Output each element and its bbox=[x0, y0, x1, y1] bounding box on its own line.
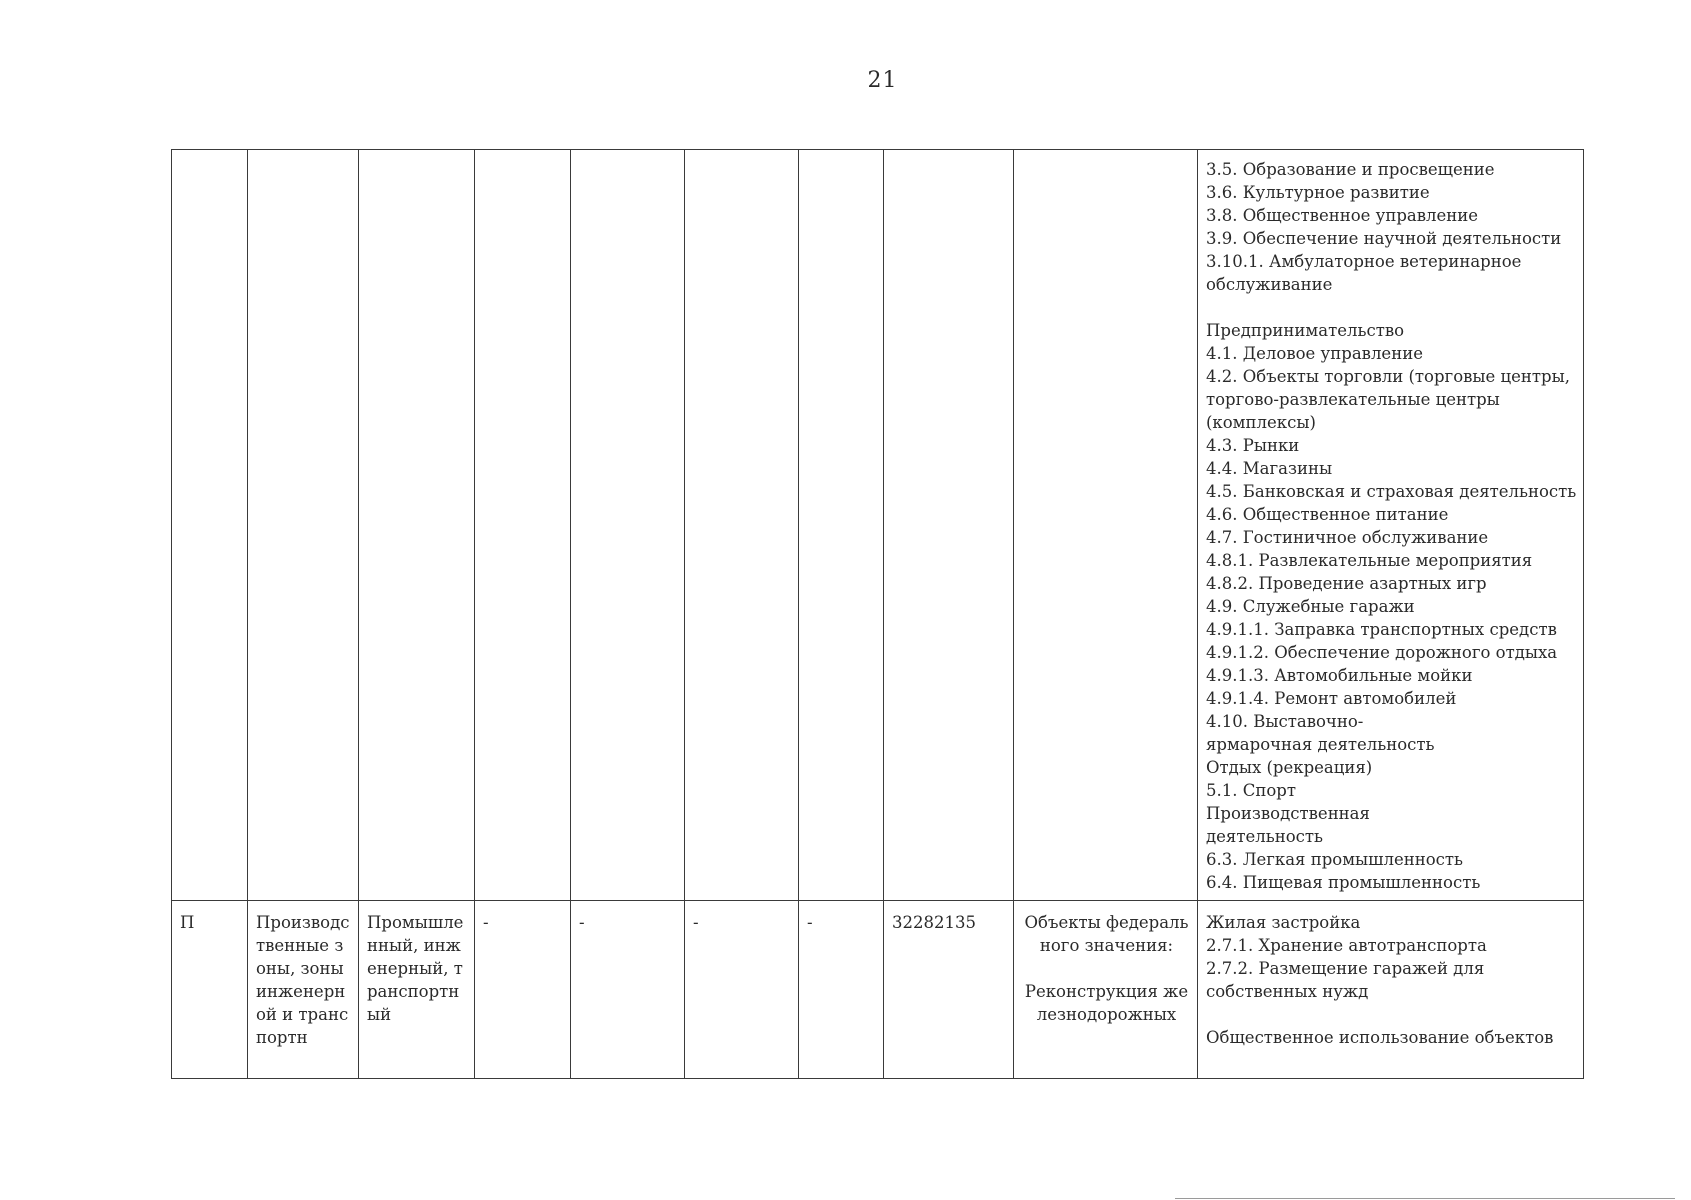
list-item: Жилая застройка bbox=[1206, 913, 1361, 932]
list-item: 4.8.2. Проведение азартных игр bbox=[1206, 574, 1487, 593]
list-item: 3.8. Общественное управление bbox=[1206, 206, 1479, 225]
list-item: 2.7.1. Хранение автотранспорта bbox=[1206, 936, 1487, 955]
table-cell bbox=[571, 150, 685, 901]
code-cell bbox=[172, 150, 248, 901]
zone-type-cell bbox=[359, 150, 475, 901]
list-item: 4.7. Гостиничное обслуживание bbox=[1206, 528, 1489, 547]
scan-edge-line bbox=[1175, 1198, 1675, 1199]
list-item: 4.5. Банковская и страховая деятельность bbox=[1206, 482, 1577, 501]
table-cell bbox=[685, 150, 799, 901]
list-item: 6.3. Легкая промышленность bbox=[1206, 850, 1464, 869]
list-item: 4.3. Рынки bbox=[1206, 436, 1300, 455]
page-number: 21 bbox=[867, 68, 898, 93]
table-cell: - bbox=[475, 901, 571, 1079]
list-item: 5.1. Спорт bbox=[1206, 781, 1296, 800]
list-item: 4.6. Общественное питание bbox=[1206, 505, 1449, 524]
list-item: Производственная деятельность bbox=[1206, 804, 1370, 846]
table-cell: - bbox=[799, 901, 884, 1079]
list-item: Отдых (рекреация) bbox=[1206, 758, 1373, 777]
zone-type-cell: Промышленный, инженерный, транспортный bbox=[359, 901, 475, 1079]
area-cell: 32282135 bbox=[884, 901, 1014, 1079]
permitted-use-cell bbox=[1198, 150, 1584, 901]
permitted-use-list bbox=[1206, 911, 1577, 1049]
list-item: 3.10.1. Амбулаторное ветеринарное обслуживание bbox=[1206, 252, 1522, 294]
objects-cell bbox=[1014, 901, 1198, 1079]
list-item: 4.10. Выставочно-ярмарочная деятельность bbox=[1206, 712, 1435, 754]
list-item: 3.9. Обеспечение научной деятельности bbox=[1206, 229, 1562, 248]
list-item: 4.9.1.1. Заправка транспортных средств bbox=[1206, 620, 1557, 639]
code-cell: П bbox=[172, 901, 248, 1079]
zone-cell: Производственные зоны, зоны инженерной и транспортн bbox=[248, 901, 359, 1079]
area-cell bbox=[884, 150, 1014, 901]
objects-cell bbox=[1014, 150, 1198, 901]
list-item: 4.4. Магазины bbox=[1206, 459, 1333, 478]
table-cell: - bbox=[685, 901, 799, 1079]
list-item: 3.5. Образование и просвещение bbox=[1206, 160, 1495, 179]
list-item: 6.4. Пищевая промышленность bbox=[1206, 873, 1481, 892]
list-item: 2.7.2. Размещение гаражей для собственных нужд bbox=[1206, 959, 1485, 1001]
list-item: Общественное использование объектов bbox=[1206, 1028, 1554, 1047]
objects-title: Объекты федерального значения: bbox=[1024, 913, 1189, 955]
zone-cell bbox=[248, 150, 359, 901]
permitted-use-cell bbox=[1198, 901, 1584, 1079]
permitted-use-list bbox=[1206, 158, 1577, 894]
objects-detail: Реконструкция железнодорожных bbox=[1024, 982, 1189, 1024]
list-item: 4.9.1.3. Автомобильные мойки bbox=[1206, 666, 1473, 685]
list-item: 4.8.1. Развлекательные мероприятия bbox=[1206, 551, 1533, 570]
list-item: 4.1. Деловое управление bbox=[1206, 344, 1423, 363]
list-item: 4.9.1.2. Обеспечение дорожного отдыха bbox=[1206, 643, 1558, 662]
table-row bbox=[172, 901, 1584, 1079]
table-cell: - bbox=[571, 901, 685, 1079]
list-item: 4.9. Служебные гаражи bbox=[1206, 597, 1415, 616]
list-item: 4.2. Объекты торговли (торговые центры, торгово-развлекательные центры (комплексы) bbox=[1206, 367, 1570, 432]
list-item: 4.9.1.4. Ремонт автомобилей bbox=[1206, 689, 1457, 708]
list-item: 3.6. Культурное развитие bbox=[1206, 183, 1430, 202]
table-cell bbox=[799, 150, 884, 901]
list-item: Предпринимательство bbox=[1206, 321, 1405, 340]
zoning-table bbox=[171, 149, 1584, 1079]
table-cell bbox=[475, 150, 571, 901]
table-row bbox=[172, 150, 1584, 901]
